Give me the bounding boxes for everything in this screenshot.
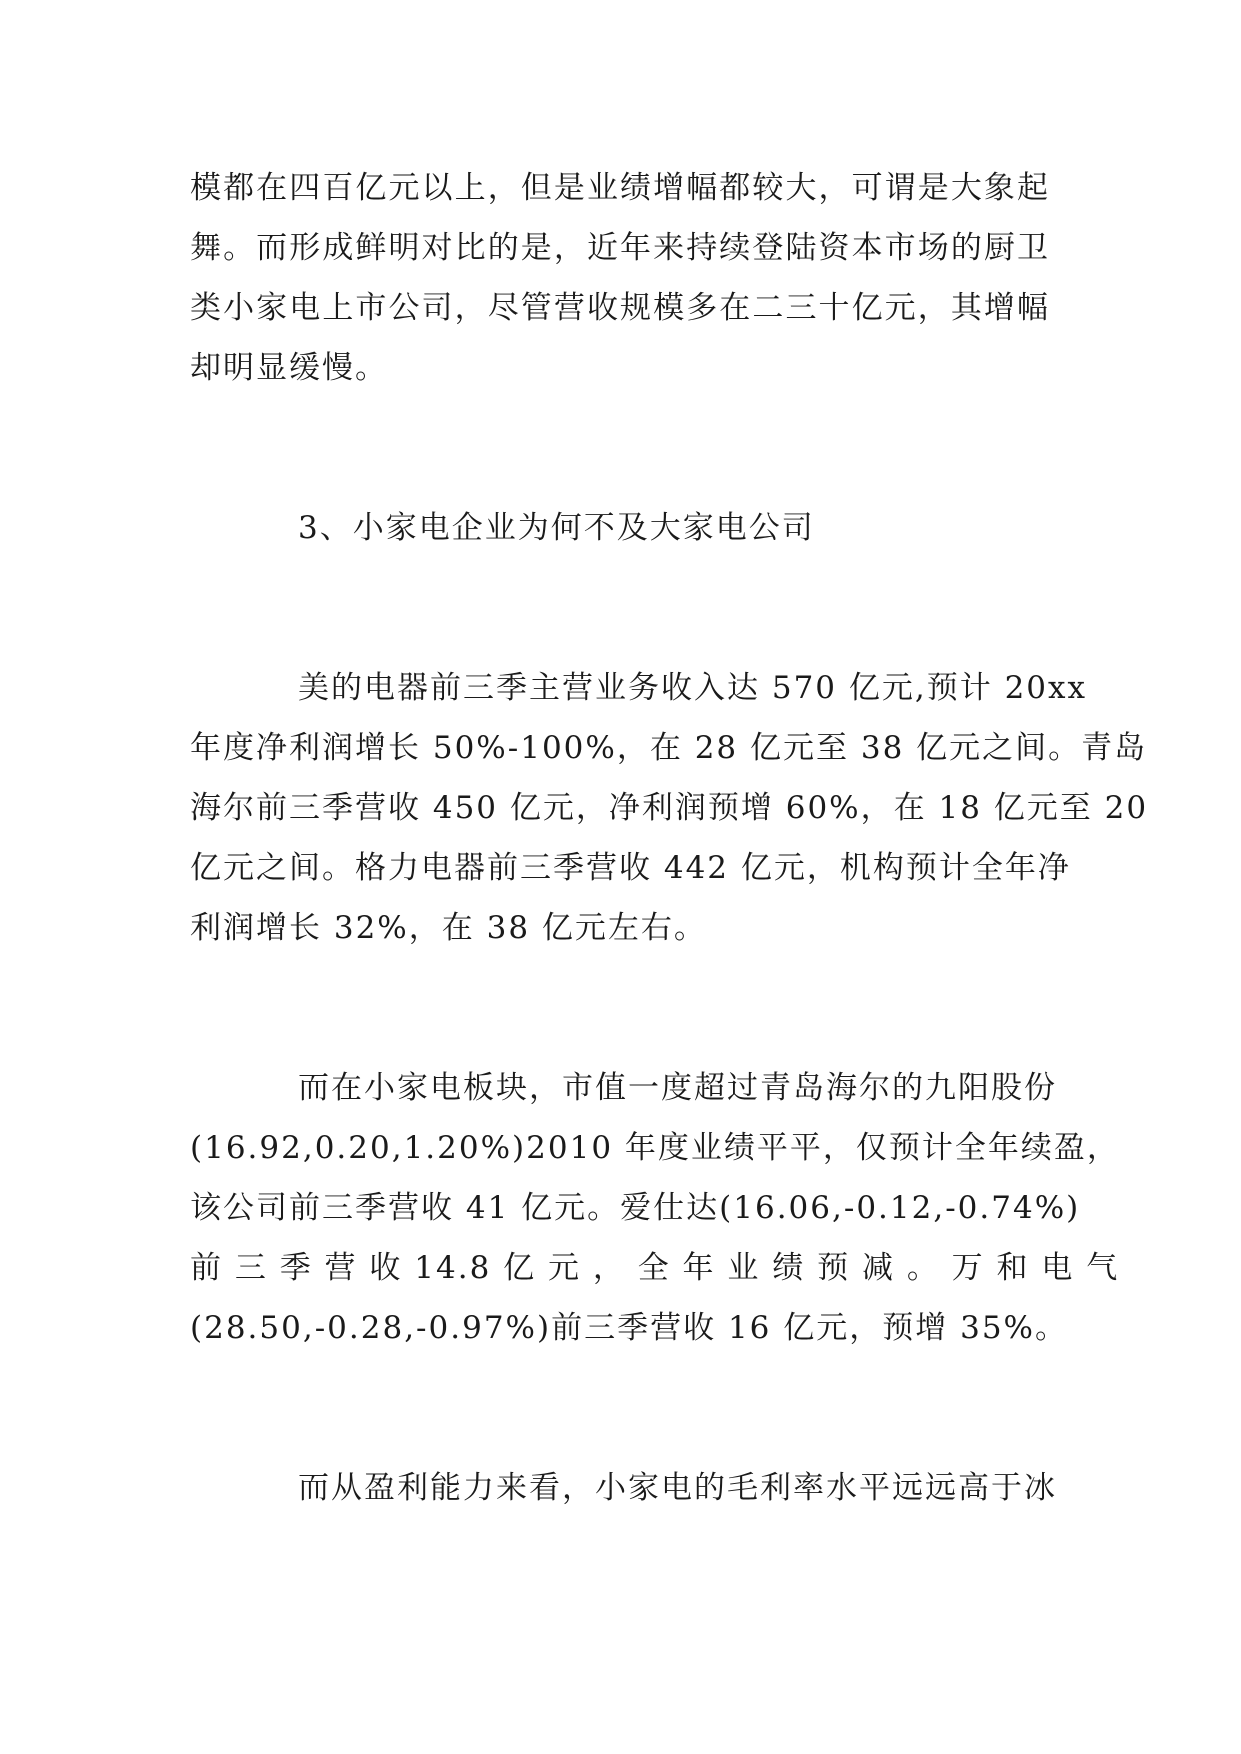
heading-line: 3、小家电企业为何不及大家电公司 — [298, 510, 815, 546]
text-line: 年度净利润增长 50%-100%，在 28 亿元至 38 亿元之间。青岛 — [190, 730, 1148, 766]
text-line: 模都在四百亿元以上，但是业绩增幅都较大，可谓是大象起 — [190, 170, 1050, 206]
text-line: 却明显缓慢。 — [190, 350, 388, 386]
paragraph-gap — [190, 558, 1050, 658]
text-line: (28.50,-0.28,-0.97%)前三季营收 16 亿元，预增 35%。 — [190, 1310, 1069, 1346]
text-line: 美的电器前三季主营业务收入达 570 亿元,预计 20xx — [298, 670, 1087, 706]
text-line: 前 三 季 营 收 14.8 亿 元 ， 全 年 业 绩 预 减 。 万 和 电 气 — [190, 1250, 1120, 1286]
text-line: 类小家电上市公司，尽管营收规模多在二三十亿元，其增幅 — [190, 290, 1050, 326]
paragraph-intro — [190, 158, 1050, 398]
paragraph-small-appliances — [190, 1058, 1120, 1358]
text-line: 舞。而形成鲜明对比的是，近年来持续登陆资本市场的厨卫 — [190, 230, 1050, 266]
paragraph-gap — [190, 398, 1050, 498]
paragraph-gap — [190, 958, 1050, 1058]
section-heading — [190, 498, 1050, 558]
text-line: 而从盈利能力来看，小家电的毛利率水平远远高于冰 — [298, 1470, 1057, 1506]
text-line: 海尔前三季营收 450 亿元，净利润预增 60%，在 18 亿元至 20 — [190, 790, 1149, 826]
text-line: 利润增长 32%，在 38 亿元左右。 — [190, 910, 707, 946]
paragraph-gap — [190, 1358, 1050, 1458]
text-line: (16.92,0.20,1.20%)2010 年度业绩平平，仅预计全年续盈， — [190, 1130, 1120, 1166]
paragraph-large-appliances — [190, 658, 1149, 958]
paragraph-profitability — [190, 1458, 1057, 1518]
document-page — [190, 158, 1149, 1518]
text-line: 该公司前三季营收 41 亿元。爱仕达(16.06,-0.12,-0.74%) — [190, 1190, 1081, 1226]
text-line: 而在小家电板块，市值一度超过青岛海尔的九阳股份 — [298, 1070, 1057, 1106]
text-line: 亿元之间。格力电器前三季营收 442 亿元，机构预计全年净 — [190, 850, 1071, 886]
